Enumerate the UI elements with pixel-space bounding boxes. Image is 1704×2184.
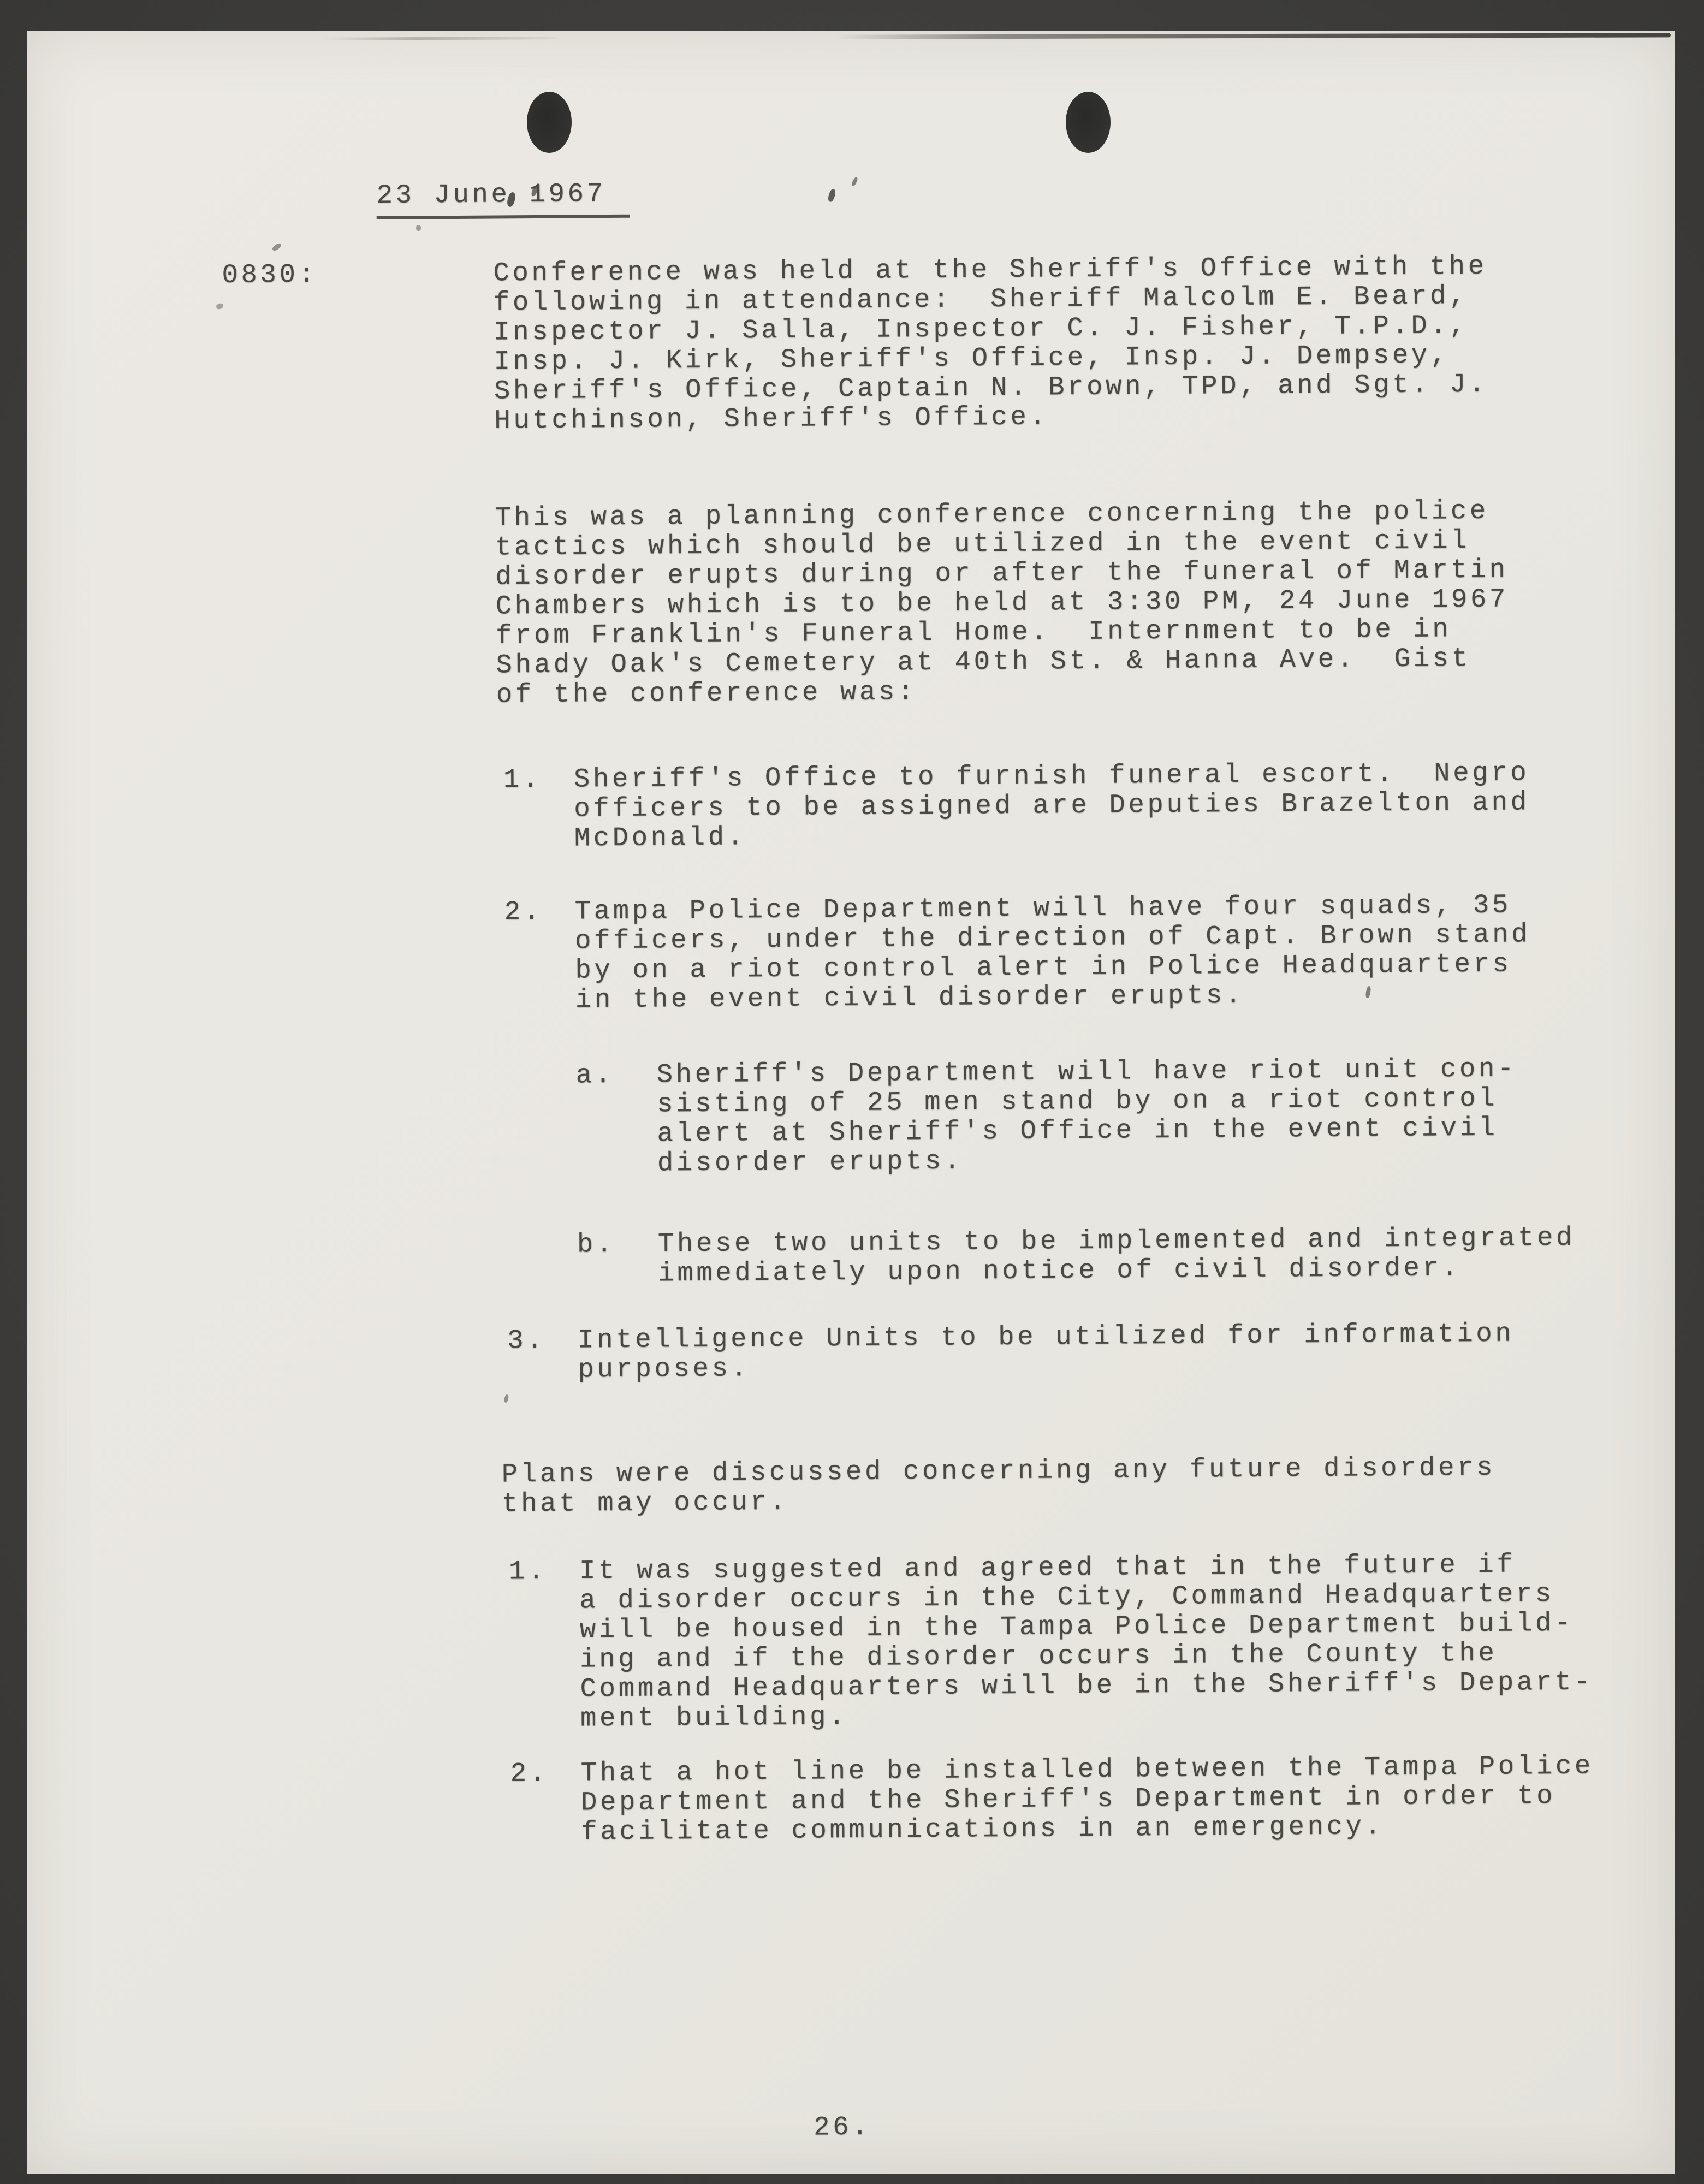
list-item <box>504 890 1531 1015</box>
entry-time-label: 0830: <box>222 259 318 290</box>
document-page <box>27 31 1675 2174</box>
list-marker: 1. <box>503 764 542 796</box>
list-text: These two units to be implemented and integrated immediately upon notice of civil disorder. <box>657 1222 1576 1289</box>
list-marker: b. <box>577 1228 616 1260</box>
list-text: That a hot line be installed between the Tampa Police Department and the Sheriff's Department in order to facilitate communications in an emergency. <box>580 1750 1594 1848</box>
paragraph-conference: Conference was held at the Sheriff's Office with the following in attendance: Sheriff Malcolm E. Beard, Inspector J. Salla, Inspector C. J. Fisher, T.P.D., Insp. J. Kirk, Sheriff's Office, Insp. J. Dempsey, Sheriff's Office, Captain N. Brown, TPD, and Sgt. J. Hutchinson, Sheriff's Office. <box>493 251 1488 436</box>
list-item <box>509 1549 1593 1734</box>
list-text: Intelligence Units to be utilized for information purposes. <box>577 1318 1515 1385</box>
list-item <box>510 1751 1594 1847</box>
list-text: Sheriff's Department will have riot unit con- sisting of 25 men stand by on a riot control alert at Sheriff's Office in the event civil disorder erupts. <box>656 1053 1517 1179</box>
list-marker: 2. <box>510 1758 549 1789</box>
list-marker: a. <box>575 1059 614 1091</box>
page-number: 26. <box>813 2111 871 2143</box>
list-marker: 3. <box>507 1325 546 1356</box>
date-text: 23 June 1967 <box>376 179 630 219</box>
sublist-item <box>576 1054 1518 1178</box>
date-heading <box>223 150 630 241</box>
list-marker: 1. <box>508 1556 548 1587</box>
typewritten-content <box>19 21 1682 2176</box>
list-text: It was suggested and agreed that in the future if a disorder occurs in the City, Command Headquarters will be housed in the Tampa Police Department build- ing and if the disorder occurs in the County the Command Headquarters will be in the Sheriff's Depart- ment building. <box>579 1549 1593 1734</box>
list-item <box>503 758 1530 853</box>
list-text: Tampa Police Department will have four squads, 35 officers, under the direction of Capt. Brown stand by on a riot control alert in Police Headquarters in the event civil disorder erupts. <box>574 889 1531 1016</box>
sublist-item <box>577 1223 1576 1289</box>
paragraph-planning: This was a planning conference concerning the police tactics which should be utilized in the event civil disorder erupts during or after the funeral of Martin Chambers which is to be held at 3:30 PM, 24 June 1967 from Franklin's Funeral Home. Internment to be in Shady Oak's Cemetery at 40th St. & Hanna Ave. Gist of the conference was: <box>495 495 1509 710</box>
paragraph-plans: Plans were discussed concerning any future disorders that may occur. <box>501 1452 1496 1520</box>
list-item <box>507 1319 1515 1385</box>
list-marker: 2. <box>504 896 543 928</box>
list-text: Sheriff's Office to furnish funeral escort. Negro officers to be assigned are Deputies Brazelton and McDonald. <box>573 757 1530 854</box>
